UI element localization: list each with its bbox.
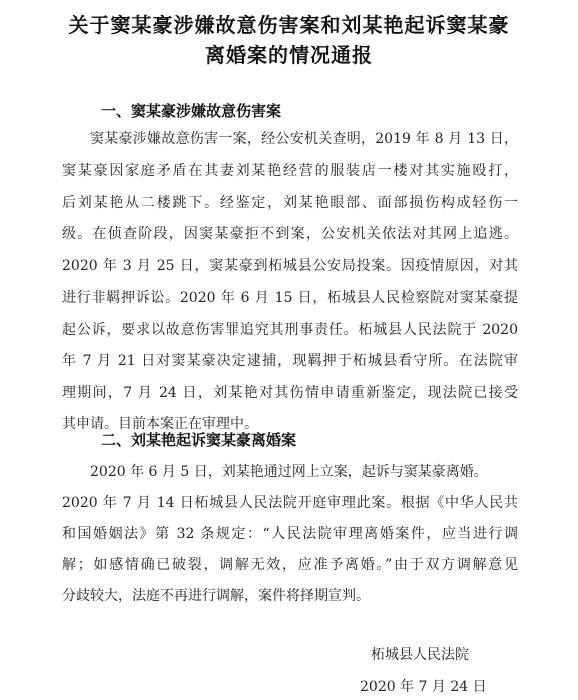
section-1-line: 进行非羁押诉讼。2020 年 6 月 15 日，柘城县人民检察院对窦某豪提 [62,290,518,306]
section-1-line: 窦某豪涉嫌故意伤害一案，经公安机关查明，2019 年 8 月 13 日， [90,131,518,147]
section-2-line: 解；如感情确已破裂，调解无效，应准予离婚。”由于双方调解意见 [62,557,518,573]
document-title-line-2: 离婚案的情况通报 [205,43,373,67]
section-2-heading: 二、刘某艳起诉窦某豪离婚案 [101,431,297,449]
section-2-line: 和国婚姻法》第 32 条规定：“人民法院审理离婚案件，应当进行调 [62,526,518,542]
issue-date: 2020 年 7 月 24 日 [360,679,487,695]
section-1-line: 年 7 月 21 日对窦某豪决定逮捕，现羁押于柘城县看守所。在法院审 [62,353,518,369]
section-1-line: 理期间，7 月 24 日，刘某艳对其伤情申请重新鉴定，现法院已接受 [62,385,518,401]
section-1-heading: 一、窦某豪涉嫌故意伤害案 [101,102,282,120]
section-1-line: 级。在侦查阶段，因窦某豪拒不到案，公安机关依法对其网上追逃。 [62,226,518,242]
document-title-line-1: 关于窦某豪涉嫌故意伤害案和刘某艳起诉窦某豪 [68,13,510,37]
section-2-line: 分歧较大，法庭不再进行调解，案件将择期宣判。 [62,588,370,604]
section-1-line: 其申请。目前本案正在审理中。 [62,416,258,432]
section-2-line: 2020 年 7 月 14 日柘城县人民法院开庭审理此案。根据《中华人民共 [62,495,518,511]
section-1-line: 后刘某艳从二楼跳下。经鉴定，刘某艳眼部、面部损伤构成轻伤一 [62,195,518,211]
section-1-line: 窦某豪因家庭矛盾在其妻刘某艳经营的服装店一楼对其实施殴打， [62,163,518,179]
section-1-line: 起公诉，要求以故意伤害罪追究其刑事责任。柘城县人民法院于 2020 [62,322,518,338]
issuing-court: 柘城县人民法院 [371,647,469,663]
section-2-line: 2020 年 6 月 5 日，刘某艳通过网上立案，起诉与窦某豪离婚。 [90,464,488,480]
section-1-line: 2020 年 3 月 25 日，窦某豪到柘城县公安局投案。因疫情原因，对其 [62,258,518,274]
